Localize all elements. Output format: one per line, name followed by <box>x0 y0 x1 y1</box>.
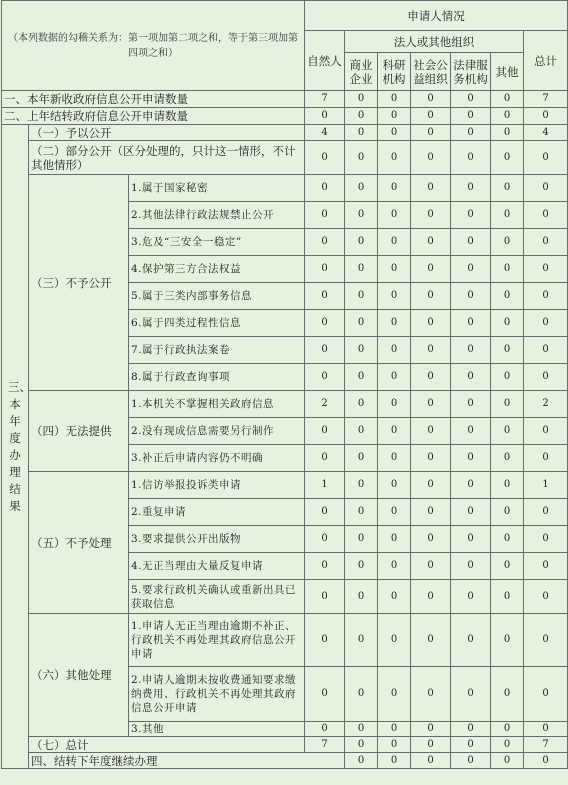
item-label: 2.其他法律行政法规禁止公开 <box>129 202 305 229</box>
value-cell: 0 <box>345 391 378 418</box>
value-cell: 0 <box>345 310 378 337</box>
note-cell: （本列数据的勾稽关系为：第一项加第二项之和，等于第三项加第四项之和） <box>2 1 305 91</box>
value-cell: 0 <box>345 283 378 310</box>
value-cell: 0 <box>451 391 491 418</box>
value-cell: 0 <box>345 472 378 499</box>
value-cell: 0 <box>491 667 524 722</box>
item-label: 3.其他 <box>129 722 305 737</box>
value-cell: 0 <box>451 256 491 283</box>
value-cell: 0 <box>345 229 378 256</box>
value-cell: 0 <box>411 337 451 364</box>
value-cell: 0 <box>378 310 411 337</box>
col-header-business: 商业企业 <box>345 53 378 91</box>
item-label: 2.没有现成信息需要另行制作 <box>129 418 305 445</box>
value-cell: 0 <box>345 202 378 229</box>
value-cell: 0 <box>451 614 491 667</box>
value-cell: 0 <box>378 526 411 553</box>
value-cell: 0 <box>451 175 491 202</box>
group-unable-to-provide-label: （四）无法提供 <box>29 391 129 472</box>
value-cell: 0 <box>491 737 524 753</box>
value-cell: 0 <box>378 580 411 614</box>
table-row <box>2 175 568 202</box>
value-cell: 0 <box>305 553 345 580</box>
value-cell: 0 <box>378 256 411 283</box>
total-header: 总计 <box>524 31 568 91</box>
value-cell: 0 <box>451 580 491 614</box>
group-not-disclosed-label: （三）不予公开 <box>29 175 129 391</box>
table-row <box>2 391 568 418</box>
value-cell: 0 <box>345 445 378 472</box>
value-cell: 0 <box>378 445 411 472</box>
value-cell: 0 <box>524 141 568 175</box>
value-cell: 0 <box>378 125 411 141</box>
group-other-processing-label: （六）其他处理 <box>29 614 129 737</box>
value-cell: 0 <box>524 580 568 614</box>
value-cell: 0 <box>451 499 491 526</box>
row-label-partial: （二）部分公开（区分处理的，只计这一情形，不计其他情形） <box>29 141 305 175</box>
value-cell: 0 <box>345 614 378 667</box>
row-label-carried-over: 二、上年结转政府信息公开申请数量 <box>2 108 305 125</box>
value-cell: 0 <box>451 667 491 722</box>
row-label-disclosed: （一）予以公开 <box>29 125 305 141</box>
value-cell: 0 <box>345 526 378 553</box>
value-cell: 0 <box>345 108 378 125</box>
value-cell: 0 <box>451 753 491 769</box>
value-cell: 0 <box>451 229 491 256</box>
col-header-legal-service: 法律服务机构 <box>451 53 491 91</box>
value-cell: 1 <box>305 472 345 499</box>
value-cell: 0 <box>305 108 345 125</box>
value-cell: 0 <box>491 337 524 364</box>
value-cell: 0 <box>491 202 524 229</box>
value-cell: 0 <box>411 580 451 614</box>
value-cell: 0 <box>378 553 411 580</box>
table-row <box>2 614 568 667</box>
value-cell: 0 <box>451 108 491 125</box>
value-cell: 0 <box>491 256 524 283</box>
value-cell: 0 <box>411 472 451 499</box>
value-cell: 0 <box>378 229 411 256</box>
value-cell: 0 <box>378 337 411 364</box>
item-label: 2.申请人逾期未按收费通知要求缴纳费用、行政机关不再处理其政府信息公开申请 <box>129 667 305 722</box>
value-cell: 0 <box>378 141 411 175</box>
value-cell: 7 <box>305 737 345 753</box>
value-cell: 0 <box>305 283 345 310</box>
value-cell: 0 <box>378 91 411 108</box>
value-cell: 0 <box>411 722 451 737</box>
legal-entity-header: 法人或其他组织 <box>345 31 524 53</box>
value-cell: 0 <box>524 108 568 125</box>
value-cell: 0 <box>305 175 345 202</box>
value-cell: 0 <box>378 202 411 229</box>
value-cell: 0 <box>411 125 451 141</box>
value-cell: 0 <box>451 445 491 472</box>
value-cell: 0 <box>345 722 378 737</box>
value-cell: 0 <box>491 391 524 418</box>
value-cell: 4 <box>524 125 568 141</box>
value-cell: 0 <box>378 418 411 445</box>
value-cell: 0 <box>451 553 491 580</box>
value-cell: 0 <box>451 91 491 108</box>
value-cell: 0 <box>411 391 451 418</box>
value-cell: 0 <box>305 310 345 337</box>
row-label-new-requests: 一、本年新收政府信息公开申请数量 <box>2 91 305 108</box>
value-cell: 0 <box>524 614 568 667</box>
value-cell: 0 <box>411 614 451 667</box>
value-cell: 0 <box>411 256 451 283</box>
value-cell: 0 <box>378 667 411 722</box>
value-cell: 1 <box>524 472 568 499</box>
item-label: 1.信访举报投诉类申请 <box>129 472 305 499</box>
value-cell: 0 <box>491 310 524 337</box>
value-cell: 0 <box>491 445 524 472</box>
value-cell: 7 <box>524 91 568 108</box>
value-cell: 0 <box>524 229 568 256</box>
value-cell: 0 <box>411 553 451 580</box>
value-cell: 0 <box>305 499 345 526</box>
item-label: 6.属于四类过程性信息 <box>129 310 305 337</box>
item-label: 1.属于国家秘密 <box>129 175 305 202</box>
value-cell: 0 <box>378 499 411 526</box>
value-cell: 0 <box>345 737 378 753</box>
value-cell: 0 <box>451 202 491 229</box>
value-cell: 0 <box>524 722 568 737</box>
value-cell: 2 <box>305 391 345 418</box>
value-cell: 0 <box>491 526 524 553</box>
value-cell: 0 <box>491 108 524 125</box>
value-cell: 0 <box>524 175 568 202</box>
value-cell: 0 <box>451 722 491 737</box>
value-cell: 0 <box>411 229 451 256</box>
section-label-text: 三、本年度办理结果 <box>8 379 31 513</box>
value-cell: 0 <box>524 667 568 722</box>
value-cell: 0 <box>491 91 524 108</box>
value-cell: 0 <box>378 108 411 125</box>
value-cell: 0 <box>524 753 568 769</box>
value-cell: 0 <box>451 283 491 310</box>
value-cell: 0 <box>491 141 524 175</box>
value-cell: 0 <box>345 667 378 722</box>
natural-person-header: 自然人 <box>305 31 345 91</box>
value-cell: 0 <box>524 283 568 310</box>
value-cell: 0 <box>305 364 345 391</box>
item-label: 4.无正当理由大量反复申请 <box>129 553 305 580</box>
value-cell: 0 <box>451 418 491 445</box>
value-cell: 0 <box>491 283 524 310</box>
applicant-header: 申请人情况 <box>305 1 568 31</box>
value-cell: 0 <box>378 364 411 391</box>
value-cell: 0 <box>345 125 378 141</box>
value-cell: 0 <box>378 614 411 667</box>
value-cell: 0 <box>378 175 411 202</box>
value-cell: 0 <box>411 526 451 553</box>
value-cell: 0 <box>378 391 411 418</box>
value-cell: 0 <box>491 229 524 256</box>
item-label: 5.要求行政机关确认或重新出具已获取信息 <box>129 580 305 614</box>
value-cell: 0 <box>451 526 491 553</box>
value-cell: 0 <box>411 418 451 445</box>
value-cell: 0 <box>451 310 491 337</box>
col-header-other: 其他 <box>491 53 524 91</box>
value-cell: 0 <box>524 526 568 553</box>
value-cell: 0 <box>451 141 491 175</box>
value-cell: 0 <box>378 283 411 310</box>
value-cell: 0 <box>491 418 524 445</box>
value-cell: 7 <box>524 737 568 753</box>
value-cell: 0 <box>411 445 451 472</box>
value-cell: 0 <box>491 472 524 499</box>
value-cell: 0 <box>411 364 451 391</box>
value-cell: 0 <box>411 175 451 202</box>
section-label-results <box>2 125 29 769</box>
value-cell: 0 <box>524 337 568 364</box>
value-cell: 0 <box>305 141 345 175</box>
value-cell: 0 <box>411 202 451 229</box>
table-row <box>2 108 568 125</box>
value-cell: 0 <box>345 499 378 526</box>
value-cell: 0 <box>345 141 378 175</box>
value-cell: 0 <box>378 472 411 499</box>
table-row <box>2 91 568 108</box>
value-cell: 0 <box>345 580 378 614</box>
row-label-total: （七）总计 <box>29 737 305 753</box>
value-cell: 0 <box>524 553 568 580</box>
gov-info-disclosure-table <box>1 0 568 769</box>
item-label: 3.危及“三安全一稳定” <box>129 229 305 256</box>
value-cell: 0 <box>411 753 451 769</box>
value-cell: 0 <box>491 175 524 202</box>
item-label: 1.申请人无正当理由逾期不补正、行政机关不再处理其政府信息公开申请 <box>129 614 305 667</box>
value-cell: 0 <box>411 499 451 526</box>
value-cell: 0 <box>345 256 378 283</box>
value-cell: 0 <box>305 722 345 737</box>
value-cell: 0 <box>524 364 568 391</box>
value-cell: 0 <box>411 141 451 175</box>
value-cell: 0 <box>345 364 378 391</box>
value-cell: 0 <box>345 553 378 580</box>
value-cell: 0 <box>524 256 568 283</box>
value-cell: 0 <box>305 667 345 722</box>
value-cell: 0 <box>305 202 345 229</box>
value-cell: 0 <box>305 418 345 445</box>
item-label: 3.要求提供公开出版物 <box>129 526 305 553</box>
item-label: 4.保护第三方合法权益 <box>129 256 305 283</box>
value-cell: 0 <box>305 526 345 553</box>
value-cell: 0 <box>411 108 451 125</box>
value-cell: 7 <box>305 91 345 108</box>
value-cell: 0 <box>305 614 345 667</box>
value-cell: 0 <box>345 91 378 108</box>
value-cell: 0 <box>305 445 345 472</box>
value-cell: 0 <box>378 753 411 769</box>
value-cell: 0 <box>491 499 524 526</box>
value-cell: 0 <box>345 175 378 202</box>
group-not-processed-label: （五）不予处理 <box>29 472 129 614</box>
value-cell: 0 <box>411 737 451 753</box>
value-cell: 0 <box>305 229 345 256</box>
item-label: 1.本机关不掌握相关政府信息 <box>129 391 305 418</box>
value-cell: 0 <box>411 667 451 722</box>
table-row <box>2 125 568 141</box>
value-cell: 0 <box>524 499 568 526</box>
value-cell: 0 <box>524 202 568 229</box>
value-cell: 0 <box>491 553 524 580</box>
value-cell: 0 <box>305 337 345 364</box>
value-cell: 0 <box>411 91 451 108</box>
value-cell: 0 <box>491 614 524 667</box>
value-cell: 0 <box>491 722 524 737</box>
col-header-public-welfare: 社会公益组织 <box>411 53 451 91</box>
value-cell: 0 <box>378 722 411 737</box>
value-cell: 0 <box>491 364 524 391</box>
item-label: 2.重复申请 <box>129 499 305 526</box>
value-cell: 0 <box>345 418 378 445</box>
value-cell: 0 <box>451 337 491 364</box>
value-cell: 0 <box>345 337 378 364</box>
value-cell: 0 <box>411 310 451 337</box>
item-label: 3.补正后申请内容仍不明确 <box>129 445 305 472</box>
value-cell: 0 <box>524 418 568 445</box>
value-cell: 0 <box>491 580 524 614</box>
col-header-research: 科研机构 <box>378 53 411 91</box>
value-cell: 0 <box>345 753 378 769</box>
value-cell: 0 <box>451 737 491 753</box>
value-cell: 0 <box>524 445 568 472</box>
table-row <box>2 472 568 499</box>
value-cell: 0 <box>451 364 491 391</box>
item-label: 8.属于行政查询事项 <box>129 364 305 391</box>
value-cell: 0 <box>305 256 345 283</box>
value-cell: 0 <box>451 472 491 499</box>
value-cell: 0 <box>305 580 345 614</box>
value-cell: 0 <box>491 125 524 141</box>
value-cell: 2 <box>524 391 568 418</box>
table-row <box>2 737 568 753</box>
value-cell: 0 <box>524 310 568 337</box>
value-cell: 0 <box>378 737 411 753</box>
table-row <box>2 141 568 175</box>
value-cell: 0 <box>491 753 524 769</box>
value-cell: 0 <box>451 125 491 141</box>
value-cell: 0 <box>411 283 451 310</box>
value-cell: 4 <box>305 125 345 141</box>
table-row <box>2 753 568 769</box>
item-label: 5.属于三类内部事务信息 <box>129 283 305 310</box>
row-label-carry-forward: 四、结转下年度继续办理 <box>29 753 345 769</box>
item-label: 7.属于行政执法案卷 <box>129 337 305 364</box>
